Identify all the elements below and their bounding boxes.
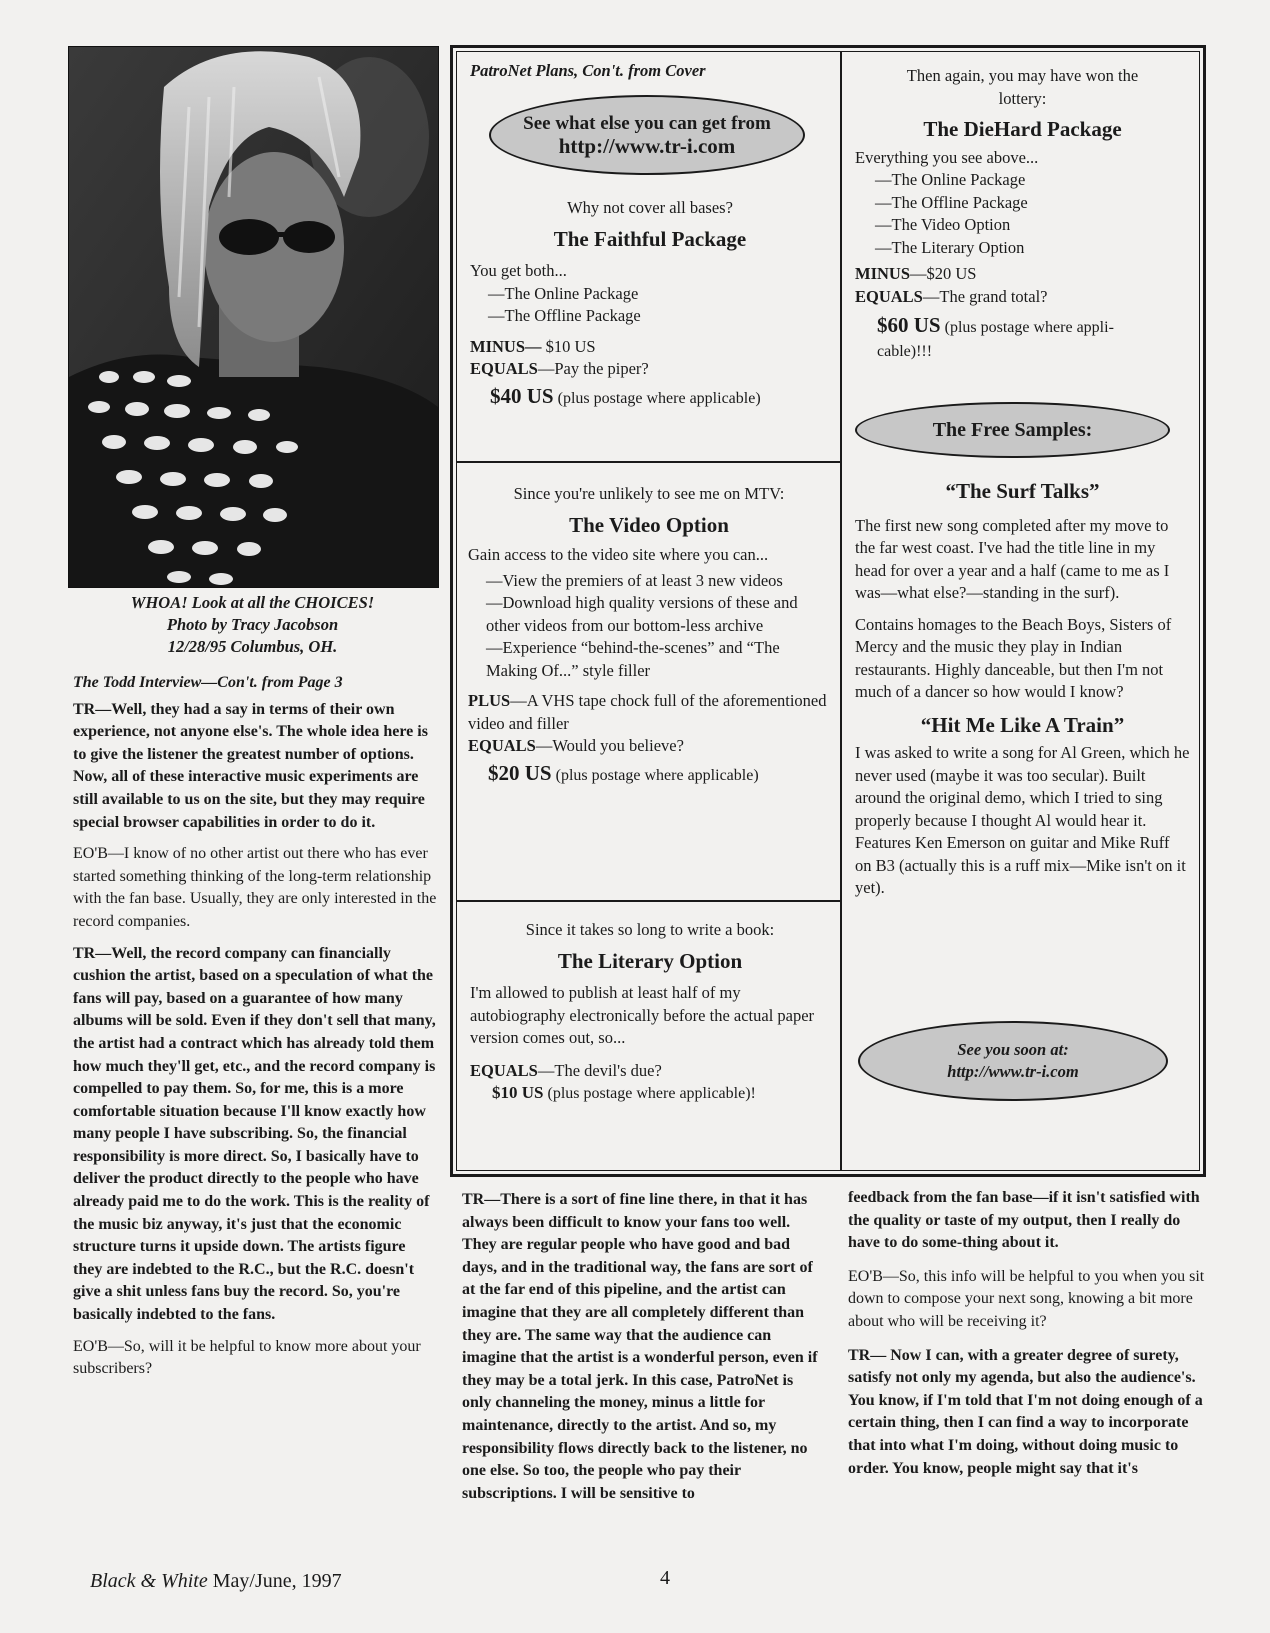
minus-line: [855, 263, 1190, 286]
price: $10 US: [492, 1083, 544, 1102]
paragraph: feedback from the fan base—if it isn't satisfied with the quality or taste of my output, then I really do have to do some-thing about it.: [848, 1189, 1200, 1252]
paragraph: TR— Now I can, with a greater degree of surety, satisfy not only my agenda, but also the audience's. You know, if I'm told that I'm not doing enough of a certain thing, then I can find a way to incorporate that into what I'm doing, without doing music to order. You know, people might say that it's: [848, 1346, 1203, 1477]
price-line: [468, 762, 830, 788]
oval-link-bottom: [858, 1021, 1168, 1101]
package-intro: Since you're unlikely to see me on MTV:: [513, 484, 785, 503]
section-heading: The Todd Interview—Con't. from Page 3: [73, 674, 343, 691]
song-title: “The Surf Talks”: [945, 479, 1100, 503]
price: $60 US: [877, 313, 941, 337]
price-note: (plus postage where applicable): [553, 389, 761, 407]
package-title: The Faithful Package: [553, 226, 747, 251]
price-line: [470, 385, 830, 411]
oval-url: http://www.tr-i.com: [558, 134, 736, 158]
song-title: “Hit Me Like A Train”: [920, 712, 1125, 737]
song-description: Contains homages to the Beach Boys, Sisters of Mercy and the music they play in Indian restaurants. Highly danceable, but then I'm not much of a dancer so how would I know?: [855, 614, 1172, 701]
free-samples-oval: [855, 402, 1170, 458]
footer-publication: [90, 1570, 342, 1593]
package-item: —View the premiers of at least 3 new videos: [486, 570, 783, 590]
oval-text: See you soon at:: [957, 1040, 1069, 1059]
caption-line: Photo by Tracy Jacobson: [166, 615, 339, 634]
package-lead: I'm allowed to publish at least half of my autobiography electronically before the actual paper version comes out, so...: [470, 983, 815, 1047]
plus-label: PLUS: [468, 691, 511, 710]
package-item: —The Literary Option: [875, 237, 1025, 257]
package-item: —Experience “behind-the-scenes” and “The Making Of...” style filler: [486, 638, 780, 680]
package-lead: Everything you see above...: [855, 147, 1039, 167]
paragraph: TR—There is a sort of fine line there, in that it has always been difficult to know your fans too well. They are regular people who have good and bad days, and in the traditional way, the fans are sort of at the far end of this pipeline, and the artist can imagine that they are all completely different than they are. The same way that the audience can imagine that the artist is a wonderful person, even if they may be a total jerk. In this case, PatroNet is only channeling the money, minus a little for maintenance, directly to the artist. And so, my responsibility flows directly back to the listener, no one else. So too, the people who pay their subscriptions. I will be sensitive to: [462, 1191, 818, 1502]
minus-value: —$20 US: [910, 264, 977, 283]
price-line: [855, 314, 1190, 363]
video-option: [468, 483, 830, 787]
minus-line: [470, 336, 830, 359]
price-note: (plus postage where applicable): [551, 766, 759, 784]
equals-label: EQUALS: [470, 1060, 538, 1080]
song-description: The first new song completed after my move to the far west coast. I've had the title line in my head for over a year and a half (came to me as I was—what else?—standing in the surf).: [855, 515, 1170, 602]
equals-label: EQUALS: [468, 736, 536, 755]
publication-name: Black & White: [90, 1570, 208, 1592]
oval-url: http://www.tr-i.com: [947, 1062, 1079, 1081]
price: $20 US: [488, 760, 552, 785]
package-title: The DieHard Package: [923, 117, 1122, 141]
equals-line: [470, 358, 830, 381]
literary-option: [470, 919, 830, 1106]
song-description: I was asked to write a song for Al Green, which he never used (maybe it was too secular). Built around the original demo, which I tried to sing properly because I thought Al would hear it. Features Ken Emerson on guitar and Mike Ruff on B3 (actually this is a ruff mix—Mike isn't on it yet).: [855, 743, 1190, 897]
faithful-package: [470, 197, 830, 410]
diehard-package: [855, 65, 1190, 363]
oval-link-top: [489, 95, 805, 175]
box-divider-vertical: [840, 52, 842, 1170]
equals-value: —Pay the piper?: [537, 359, 649, 378]
package-title: The Literary Option: [557, 948, 743, 973]
package-lead: Gain access to the video site where you can...: [468, 545, 769, 564]
equals-value: —Would you believe?: [535, 736, 684, 755]
paragraph: TR—Well, the record company can financially cushion the artist, based on a speculation of what the fans will pay, based on a guarantee of how many albums will be sold. Even if they don't sell that many, the artist had a contract which has already told them how much they'll get, etc., and the record company is compelled to pay them. So, for me, this is a more comfortable situation because I'll know exactly how many people I have subscribing. So, the financial responsibility is more direct. So, I basically have to deliver the product directly to the people who have already paid me to do the work. This is the reality of the music biz anyway, it's just that the economic structure turns it upside down. The artists figure they are indebted to the R.C., but the R.C. doesn't give a shit unless fans buy the record. So, you're basically indebted to the fans.: [73, 944, 436, 1324]
caption-line: WHOA! Look at all the CHOICES!: [130, 593, 375, 612]
minus-label: MINUS: [855, 264, 911, 283]
left-column: [73, 672, 437, 1390]
package-title: The Video Option: [569, 512, 729, 537]
equals-label: EQUALS: [470, 359, 538, 378]
equals-line: [468, 735, 830, 758]
paragraph: EO'B—So, this info will be helpful to you when you sit down to compose your next song, knowing a bit more about who will be receiving it?: [848, 1267, 1205, 1330]
price: $40 US: [490, 383, 554, 408]
plus-line: [468, 690, 830, 735]
photo-image: [69, 47, 438, 587]
box-header: PatroNet Plans, Con't. from Cover: [470, 61, 706, 80]
paragraph: TR—Well, they had a say in terms of their own experience, not anyone else's. The whole idea here is to give the listener the greatest number of options. Now, all of these interactive music experiments are still available to us on the site, but they may require special browser capabilities in order to do it.: [73, 700, 428, 831]
middle-column: [462, 1189, 824, 1514]
equals-value: —The devil's due?: [537, 1060, 662, 1080]
box-divider: [457, 900, 840, 902]
caption-line: 12/28/95 Columbus, OH.: [167, 637, 338, 656]
right-column: [848, 1187, 1213, 1489]
package-item: —The Offline Package: [488, 306, 641, 325]
equals-value: —The grand total?: [922, 286, 1048, 306]
free-samples: [855, 480, 1190, 900]
paragraph: EO'B—I know of no other artist out there who has ever started something thinking of the long-term relationship with the fan base. Usually, they are only interested in the record companies.: [73, 845, 437, 930]
price-line: [470, 1082, 830, 1106]
equals-line: [470, 1060, 830, 1083]
package-intro: Why not cover all bases?: [567, 198, 733, 217]
photo-caption: [68, 592, 437, 658]
minus-label: MINUS—: [470, 336, 542, 356]
issue-date: May/June, 1997: [207, 1570, 342, 1592]
faithful-section: [470, 60, 830, 83]
package-item: —The Online Package: [875, 170, 1026, 189]
package-intro: Since it takes so long to write a book:: [525, 920, 775, 939]
box-divider: [457, 461, 840, 463]
photo: [68, 46, 439, 588]
price-note: (plus postage where appli-cable)!!!: [877, 319, 1114, 360]
oval-text: See what else you can get from: [523, 113, 771, 134]
paragraph: EO'B—So, will it be helpful to know more about your subscribers?: [73, 1337, 421, 1378]
package-item: —Download high quality versions of these and other videos from our bottom-less archive: [486, 593, 798, 635]
package-intro: Then again, you may have won the lottery:: [906, 66, 1139, 108]
equals-line: [855, 286, 1190, 309]
oval-text: The Free Samples:: [932, 418, 1093, 441]
price-note: (plus postage where applicable)!: [543, 1085, 756, 1102]
minus-value: $10 US: [541, 336, 596, 356]
package-item: —The Online Package: [488, 283, 639, 303]
package-item: —The Video Option: [875, 215, 1011, 234]
page-number: 4: [660, 1567, 670, 1589]
plus-value: —A VHS tape chock full of the aforementioned video and filler: [468, 691, 827, 733]
package-item: —The Offline Package: [875, 192, 1028, 212]
equals-label: EQUALS: [855, 286, 923, 306]
package-lead: You get both...: [470, 261, 567, 280]
